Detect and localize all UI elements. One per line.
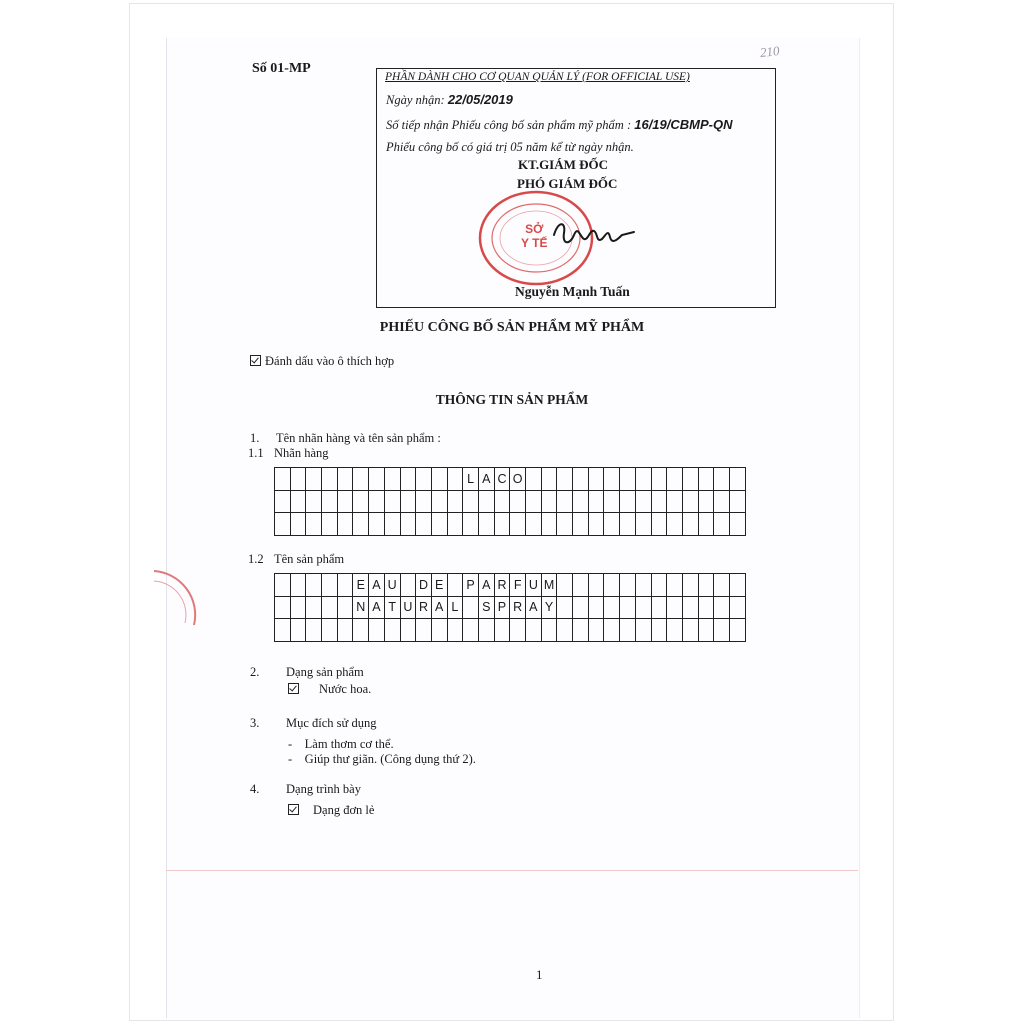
grid-cell (682, 619, 698, 642)
grid-cell (431, 468, 447, 491)
grid-cell (447, 490, 463, 513)
grid-cell: L (463, 468, 479, 491)
grid-cell (369, 468, 385, 491)
grid-cell (463, 513, 479, 536)
grid-cell (714, 490, 730, 513)
official-use-heading: PHẦN DÀNH CHO CƠ QUAN QUẢN LÝ (FOR OFFICIAL USE) (385, 71, 690, 83)
grid-cell (714, 513, 730, 536)
grid-cell (322, 596, 338, 619)
grid-cell (698, 596, 714, 619)
grid-cell (557, 468, 573, 491)
receipt-number-label: Số tiếp nhận Phiếu công bố sản phẩm mỹ phẩm : (386, 118, 632, 132)
grid-cell (384, 468, 400, 491)
item1-2-label: Tên sản phẩm (274, 552, 345, 566)
grid-cell (337, 490, 353, 513)
grid-cell (337, 596, 353, 619)
grid-cell: F (510, 574, 526, 597)
grid-cell (573, 619, 589, 642)
grid-cell (526, 619, 542, 642)
grid-cell (557, 596, 573, 619)
grid-cell (667, 468, 683, 491)
grid-cell (290, 513, 306, 536)
grid-cell: S (478, 596, 494, 619)
seal-inner-text: SỞ Y TẾ (521, 222, 548, 250)
validity-text: Phiếu công bố có giá trị 05 năm kể từ ngày nhận. (386, 140, 634, 154)
section-title: THÔNG TIN SẢN PHẨM (435, 392, 589, 407)
grid-cell (729, 490, 745, 513)
use-item-text: Giúp thư giãn. (Công dụng thứ 2). (304, 752, 476, 766)
sign-title-1: KT.GIÁM ĐỐC (518, 157, 609, 172)
grid-cell (337, 513, 353, 536)
grid-cell (635, 468, 651, 491)
grid-cell (526, 490, 542, 513)
grid-cell (604, 490, 620, 513)
grid-cell (400, 574, 416, 597)
grid-cell (635, 619, 651, 642)
item4-option-text: Dạng đơn lẻ (313, 803, 375, 817)
grid-cell: R (416, 596, 432, 619)
grid-cell (306, 619, 322, 642)
grid-cell (400, 468, 416, 491)
grid-row (275, 513, 746, 536)
received-label: Ngày nhận: (386, 93, 445, 107)
grid-cell (369, 513, 385, 536)
item4-label: Dạng trình bày (286, 782, 361, 796)
product-grid-table (274, 573, 746, 642)
grid-cell (463, 490, 479, 513)
bleed-line (166, 870, 858, 871)
grid-cell (729, 619, 745, 642)
grid-cell (478, 490, 494, 513)
grid-cell (620, 596, 636, 619)
grid-cell (322, 619, 338, 642)
item4-number: 4. (250, 782, 260, 796)
grid-cell (322, 513, 338, 536)
receipt-number-line (386, 117, 732, 133)
grid-cell (510, 513, 526, 536)
grid-cell (306, 468, 322, 491)
grid-cell (604, 574, 620, 597)
grid-cell (588, 513, 604, 536)
grid-cell (510, 490, 526, 513)
grid-cell (541, 619, 557, 642)
sign-title-2: PHÓ GIÁM ĐỐC (517, 176, 618, 191)
grid-cell (557, 619, 573, 642)
checkbox-note-text: Đánh dấu vào ô thích hợp (265, 354, 395, 368)
grid-cell (290, 574, 306, 597)
grid-cell (447, 619, 463, 642)
received-date-line (386, 92, 513, 108)
grid-cell: A (526, 596, 542, 619)
item2-label: Dạng sản phẩm (286, 665, 364, 679)
grid-cell (447, 574, 463, 597)
grid-cell (682, 490, 698, 513)
grid-cell (306, 490, 322, 513)
grid-cell: E (353, 574, 369, 597)
brand-name-grid (274, 467, 746, 536)
grid-cell: A (478, 468, 494, 491)
grid-cell: N (353, 596, 369, 619)
signer-name: Nguyễn Mạnh Tuấn (515, 284, 630, 299)
grid-cell (510, 619, 526, 642)
grid-cell (275, 596, 291, 619)
grid-cell: P (463, 574, 479, 597)
grid-cell (729, 468, 745, 491)
checked-box-icon (250, 355, 261, 366)
grid-cell (714, 619, 730, 642)
grid-cell: R (510, 596, 526, 619)
grid-cell (541, 468, 557, 491)
grid-cell (729, 513, 745, 536)
grid-cell (573, 468, 589, 491)
grid-cell: C (494, 468, 510, 491)
grid-cell (620, 468, 636, 491)
grid-cell (667, 574, 683, 597)
grid-cell: O (510, 468, 526, 491)
grid-row (275, 490, 746, 513)
signature (548, 215, 638, 255)
item2-option-text: Nước hoa. (319, 682, 372, 696)
grid-cell (526, 468, 542, 491)
grid-cell (557, 574, 573, 597)
item3-label: Mục đích sử dụng (286, 716, 377, 730)
grid-row (275, 596, 746, 619)
grid-cell (635, 574, 651, 597)
margin-note: 210 (759, 43, 781, 60)
grid-cell (384, 619, 400, 642)
grid-cell (494, 619, 510, 642)
grid-cell (729, 596, 745, 619)
grid-cell (400, 619, 416, 642)
grid-cell: P (494, 596, 510, 619)
grid-cell (667, 596, 683, 619)
grid-cell (431, 490, 447, 513)
item2-option (288, 682, 371, 697)
grid-cell (290, 596, 306, 619)
grid-cell (463, 619, 479, 642)
grid-cell (306, 574, 322, 597)
grid-row (275, 574, 746, 597)
item1-1-number: 1.1 (248, 446, 264, 460)
grid-cell (651, 513, 667, 536)
grid-cell (353, 490, 369, 513)
grid-cell (337, 619, 353, 642)
grid-cell (651, 619, 667, 642)
grid-cell (635, 513, 651, 536)
grid-cell (416, 619, 432, 642)
grid-cell: U (400, 596, 416, 619)
document-title: PHIẾU CÔNG BỐ SẢN PHẨM MỸ PHẨM (379, 320, 645, 335)
grid-cell (337, 468, 353, 491)
grid-cell (698, 574, 714, 597)
grid-cell (400, 490, 416, 513)
grid-cell (353, 468, 369, 491)
grid-cell (573, 490, 589, 513)
grid-cell (463, 596, 479, 619)
grid-cell (667, 619, 683, 642)
grid-cell (541, 513, 557, 536)
grid-cell (306, 513, 322, 536)
item1-label: Tên nhãn hàng và tên sản phẩm : (276, 431, 441, 445)
grid-cell (275, 619, 291, 642)
grid-cell (604, 468, 620, 491)
checked-box-icon (288, 804, 299, 815)
grid-cell: E (431, 574, 447, 597)
page-number: 1 (536, 967, 543, 982)
grid-cell (620, 574, 636, 597)
grid-cell (667, 513, 683, 536)
checked-box-icon (288, 683, 299, 694)
grid-cell (337, 574, 353, 597)
grid-cell: U (384, 574, 400, 597)
grid-cell (384, 513, 400, 536)
grid-cell (416, 490, 432, 513)
grid-cell (635, 596, 651, 619)
grid-cell (620, 619, 636, 642)
grid-cell: A (431, 596, 447, 619)
grid-cell (588, 490, 604, 513)
grid-cell (322, 574, 338, 597)
item1-number: 1. (250, 431, 260, 445)
use-item-text: Làm thơm cơ thể. (304, 737, 394, 751)
grid-cell (698, 619, 714, 642)
grid-cell (478, 513, 494, 536)
grid-cell: Y (541, 596, 557, 619)
grid-cell (682, 513, 698, 536)
grid-cell (557, 513, 573, 536)
grid-cell (369, 490, 385, 513)
grid-cell (290, 468, 306, 491)
grid-cell: U (526, 574, 542, 597)
grid-cell (604, 513, 620, 536)
grid-cell: T (384, 596, 400, 619)
checkbox-note (250, 354, 394, 369)
grid-cell (416, 513, 432, 536)
grid-cell (714, 574, 730, 597)
grid-cell (588, 468, 604, 491)
grid-cell (494, 490, 510, 513)
grid-cell (588, 596, 604, 619)
grid-cell (275, 490, 291, 513)
grid-cell (541, 490, 557, 513)
grid-cell (588, 619, 604, 642)
grid-cell (290, 490, 306, 513)
item3-number: 3. (250, 716, 260, 730)
grid-cell (573, 596, 589, 619)
grid-cell (698, 468, 714, 491)
grid-cell (682, 596, 698, 619)
grid-cell: R (494, 574, 510, 597)
grid-cell: A (478, 574, 494, 597)
grid-cell (682, 468, 698, 491)
grid-cell (384, 490, 400, 513)
grid-cell (275, 513, 291, 536)
item1-1-label: Nhãn hàng (274, 446, 329, 460)
grid-cell (714, 468, 730, 491)
grid-cell (729, 574, 745, 597)
grid-cell: D (416, 574, 432, 597)
grid-cell (573, 513, 589, 536)
grid-cell (620, 490, 636, 513)
grid-cell (322, 468, 338, 491)
grid-cell: M (541, 574, 557, 597)
grid-cell (447, 513, 463, 536)
grid-cell: L (447, 596, 463, 619)
received-value: 22/05/2019 (447, 92, 513, 107)
product-name-grid (274, 573, 746, 642)
grid-cell (714, 596, 730, 619)
grid-cell (604, 619, 620, 642)
grid-cell (698, 513, 714, 536)
grid-cell (431, 513, 447, 536)
item1-2-number: 1.2 (248, 552, 264, 566)
grid-cell (494, 513, 510, 536)
grid-cell (416, 468, 432, 491)
item4-option (288, 803, 374, 818)
grid-cell (698, 490, 714, 513)
grid-cell (667, 490, 683, 513)
grid-cell (306, 596, 322, 619)
grid-cell (651, 574, 667, 597)
grid-cell (573, 574, 589, 597)
grid-row (275, 619, 746, 642)
grid-cell (557, 490, 573, 513)
grid-cell (682, 574, 698, 597)
grid-cell (353, 619, 369, 642)
item2-number: 2. (250, 665, 260, 679)
receipt-number-value: 16/19/CBMP-QN (634, 117, 733, 132)
grid-cell (290, 619, 306, 642)
grid-cell (651, 596, 667, 619)
grid-cell (478, 619, 494, 642)
grid-cell (369, 619, 385, 642)
grid-cell (322, 490, 338, 513)
grid-cell (635, 490, 651, 513)
grid-row (275, 468, 746, 491)
grid-cell (651, 468, 667, 491)
use-item: - Làm thơm cơ thể. (288, 737, 394, 751)
grid-cell: A (369, 596, 385, 619)
grid-cell (275, 574, 291, 597)
grid-cell: A (369, 574, 385, 597)
grid-cell (400, 513, 416, 536)
grid-cell (604, 596, 620, 619)
grid-cell (526, 513, 542, 536)
grid-cell (275, 468, 291, 491)
use-item: - Giúp thư giãn. (Công dụng thứ 2). (288, 752, 476, 766)
brand-grid-table (274, 467, 746, 536)
grid-cell (431, 619, 447, 642)
grid-cell (447, 468, 463, 491)
grid-cell (588, 574, 604, 597)
grid-cell (353, 513, 369, 536)
form-code: Số 01-MP (252, 61, 311, 76)
grid-cell (651, 490, 667, 513)
grid-cell (620, 513, 636, 536)
partial-stamp-left (150, 565, 200, 660)
